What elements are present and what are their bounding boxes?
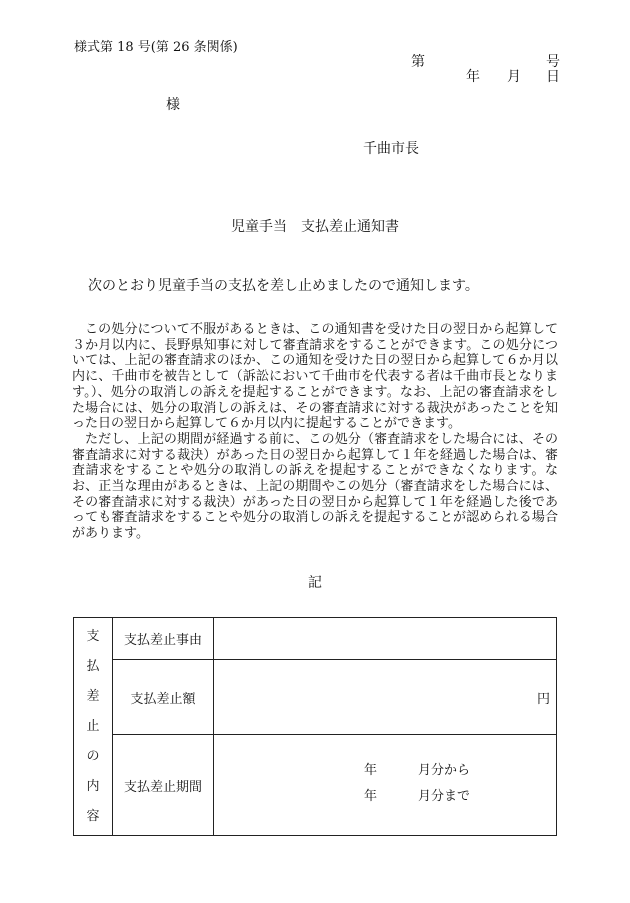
side-label (74, 618, 113, 836)
side-label-char: 払 (86, 658, 100, 674)
period-label: 支払差止期間 (113, 735, 214, 836)
side-label-char: 内 (86, 778, 100, 794)
period-to-year: 年 (364, 789, 378, 804)
document-title: 児童手当 支払差止通知書 (231, 219, 399, 235)
side-label-char: の (86, 748, 100, 764)
period-from-month: 月分から (418, 763, 471, 778)
date-year: 年 (466, 69, 480, 85)
side-label-char: 差 (86, 688, 100, 704)
date-day: 日 (546, 69, 560, 85)
appeal-notice (72, 322, 558, 542)
intro-text: 次のとおり児童手当の支払を差し止めましたので通知します。 (88, 278, 479, 294)
period-to (214, 785, 556, 811)
appeal-paragraph-2: ただし、上記の期間が経過する前に、この処分（審査請求をした場合には、その審査請求に対する裁決）があった日の翌日から起算して１年を経過した場合は、審査請求をすることや処分の取消しの訴えを提起することができなくなります。なお、正当な理由があるときは、上記の期間やこの処分（審査請求をした場合には、その審査請求に対する裁決）があった日の翌日から起算して１年を経過した後であっても審査請求をすることや処分の取消しの訴えを提起することが認められる場合があります。 (72, 431, 558, 542)
side-label-char: 止 (86, 718, 100, 734)
ki-heading: 記 (308, 575, 322, 591)
side-label-char: 容 (86, 808, 100, 824)
document-number-prefix: 第 (411, 54, 425, 70)
reason-label: 支払差止事由 (113, 618, 214, 660)
sender-name: 千曲市長 (363, 141, 419, 157)
period-value (214, 735, 557, 836)
addressee-suffix: 様 (166, 97, 180, 113)
date-month: 月 (507, 69, 521, 85)
appeal-paragraph-1: この処分について不服があるときは、この通知書を受けた日の翌日から起算して３か月以内に、長野県知事に対して審査請求をすることができます。この処分については、上記の審査請求のほか、この通知を受けた日の翌日から起算して６か月以内に、千曲市を被告として（訴訟において千曲市を代表する者は千曲市長となります。）、処分の取消しの訴えを提起することができます。なお、上記の審査請求をした場合には、処分の取消しの訴えは、その審査請求に対する裁決があったことを知った日の翌日から起算して６か月以内に提起することができます。 (72, 322, 558, 432)
form-number: 様式第 18 号(第 26 条関係) (74, 40, 238, 55)
amount-value (214, 660, 557, 735)
period-from (214, 759, 556, 785)
amount-unit: 円 (536, 691, 550, 707)
amount-label: 支払差止額 (113, 660, 214, 735)
period-to-month: 月分まで (418, 789, 471, 804)
period-from-year: 年 (364, 763, 378, 778)
document-number-suffix: 号 (546, 54, 560, 70)
suspension-details-table (73, 617, 557, 836)
reason-value (214, 618, 557, 660)
side-label-char: 支 (86, 628, 100, 644)
